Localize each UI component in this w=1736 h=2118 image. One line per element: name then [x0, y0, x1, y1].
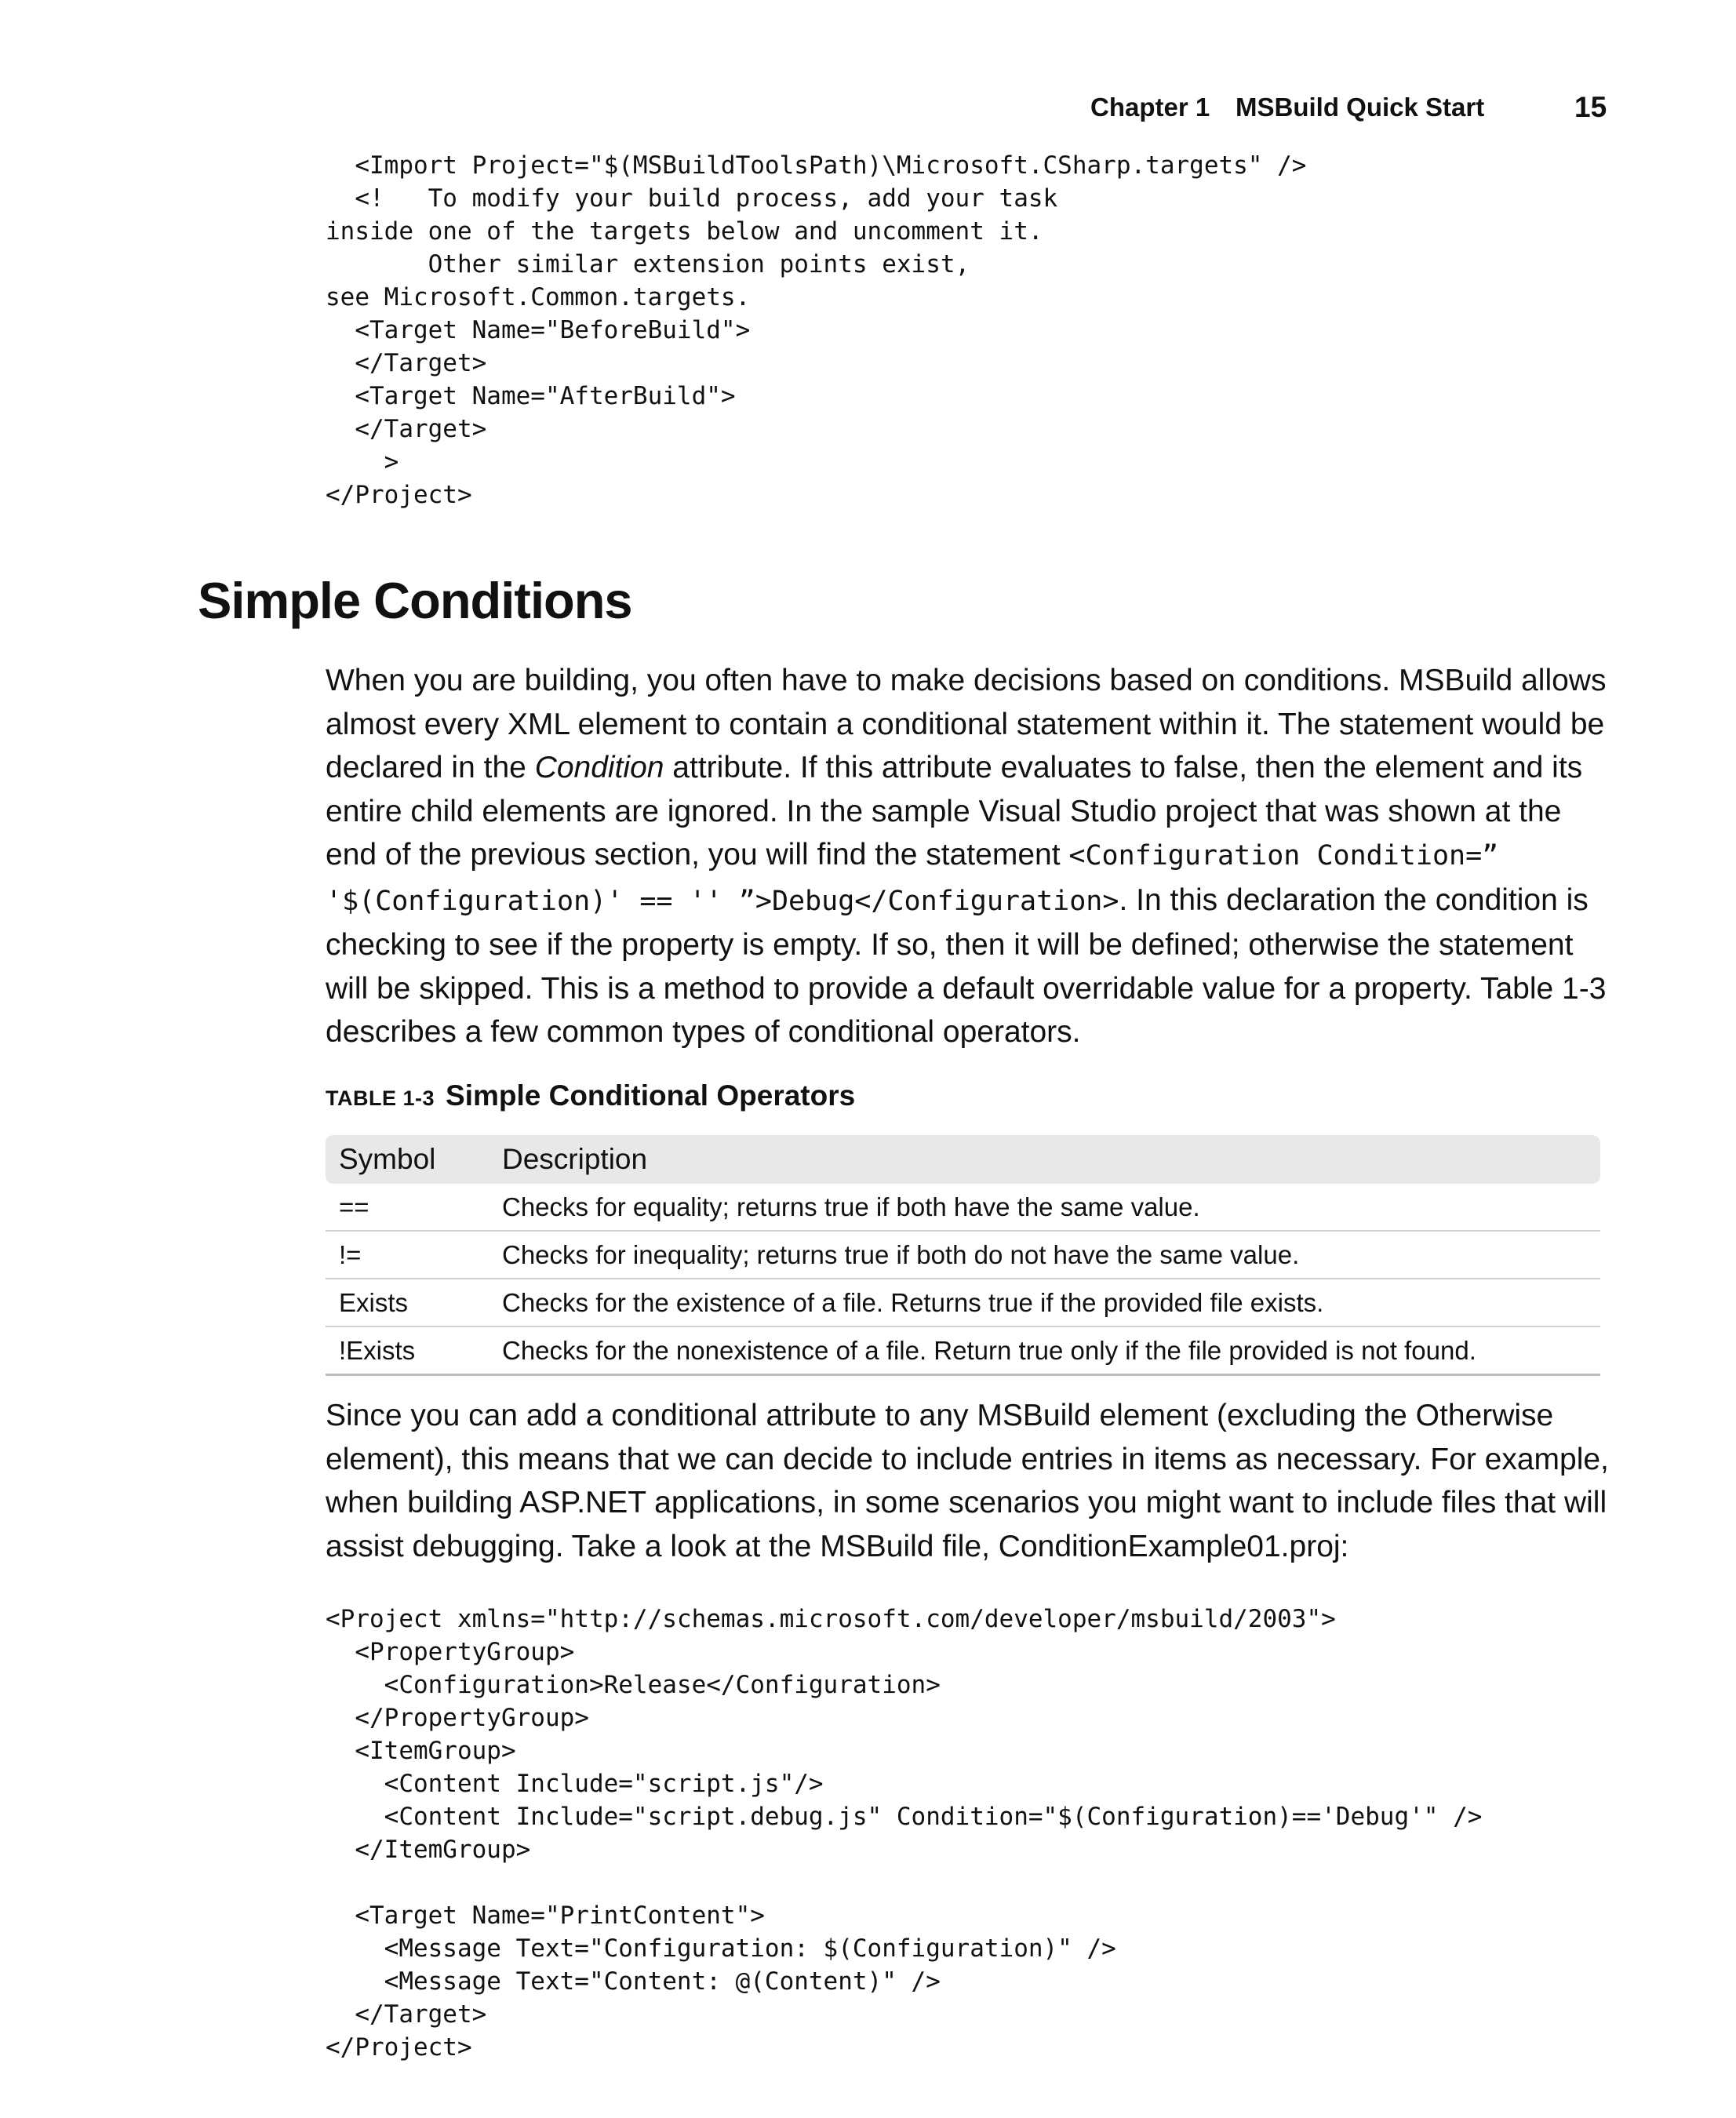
- code-listing-top: <Import Project="$(MSBuildToolsPath)\Microsoft.CSharp.targets" /> <! To modify your build process, add your task inside one of the targets below and uncomment it. Other similar extension points exist, see Microsoft.Common.targets. <Target Name="BeforeBuild"> </Target> <Target Name="AfterBuild"> </Target> > </Project>: [326, 151, 1307, 509]
- table-row: [326, 1232, 1600, 1279]
- column-header-description: Description: [502, 1143, 648, 1175]
- operator-symbol: Exists: [339, 1287, 409, 1317]
- table-caption: [326, 1079, 855, 1112]
- table-caption-title: Simple Conditional Operators: [446, 1079, 856, 1112]
- condition-term: Condition: [534, 751, 664, 784]
- running-header: [1090, 93, 1612, 132]
- page-number: 15: [1574, 91, 1607, 123]
- code-listing-condition-example: <Project xmlns="http://schemas.microsoft.com/developer/msbuild/2003"> <PropertyGroup> <Configuration>Release</Configuration> </PropertyGroup> <ItemGroup> <Content Include="script.js"/> <Content Include="script.debug.js" Condition="$(Configuration)=='Debug'" /> </ItemGroup> <Target Name="PrintContent"> <Message Text="Configuration: $(Configuration)" /> <Message Text="Content: @(Content)" /> </Target> </Project>: [326, 1605, 1483, 2062]
- operator-symbol: !Exists: [339, 1335, 416, 1365]
- operator-symbol: ==: [339, 1192, 369, 1221]
- table-row: [326, 1279, 1600, 1327]
- body-paragraph-example-intro: Since you can add a conditional attribute to any MSBuild element (excluding the Otherwise element), this means that we can decide to include entries in items as necessary. For example, when building ASP.NET applications, in some scenarios you might want to include files that will assist debugging. Take a look at the MSBuild file, ConditionExample01.proj:: [326, 1399, 1609, 1563]
- paragraph-text: When you are building, you often have to make decisions based on conditions. MSBuild allows almost every XML element to contain a conditional statement within it. The statement would be declared in the: [326, 664, 1607, 784]
- operator-symbol: !=: [339, 1239, 362, 1269]
- section-heading: Simple Conditions: [198, 572, 632, 629]
- table-caption-label: TABLE 1-3: [326, 1086, 435, 1110]
- column-header-symbol: Symbol: [339, 1143, 436, 1175]
- table-row: [326, 1184, 1600, 1232]
- conditional-operators-table: [326, 1135, 1600, 1376]
- paragraph-text: . In this declaration the condition is checking to see if the property is empty. If so, then it will be defined; otherwise the statement will be skipped. This is a method to provide a default overridable value for a property. Table 1-3 describes a few common types of conditional operators.: [326, 883, 1607, 1049]
- operator-description: Checks for the existence of a file. Returns true if the provided file exists.: [502, 1287, 1324, 1317]
- chapter-number: Chapter 1: [1090, 93, 1210, 122]
- paragraph-text: attribute. If this attribute evaluates to false, then the element and its entire child elements are ignored. In the sample Visual Studio project that was shown at the end of the previous section, you will find the statement: [326, 751, 1583, 872]
- table-row: [326, 1327, 1600, 1376]
- body-paragraph-conditions: [326, 659, 1612, 1054]
- operator-description: Checks for inequality; returns true if both do not have the same value.: [502, 1239, 1300, 1269]
- chapter-title: MSBuild Quick Start: [1236, 93, 1485, 122]
- operator-description: Checks for the nonexistence of a file. Return true only if the file provided is not found.: [502, 1335, 1476, 1365]
- table-header-row: [326, 1135, 1600, 1184]
- inline-code-statement: <Configuration Condition=” '$(Configuration)' == '' ”>Debug</Configuration>: [326, 840, 1499, 917]
- operator-description: Checks for equality; returns true if both have the same value.: [502, 1192, 1200, 1221]
